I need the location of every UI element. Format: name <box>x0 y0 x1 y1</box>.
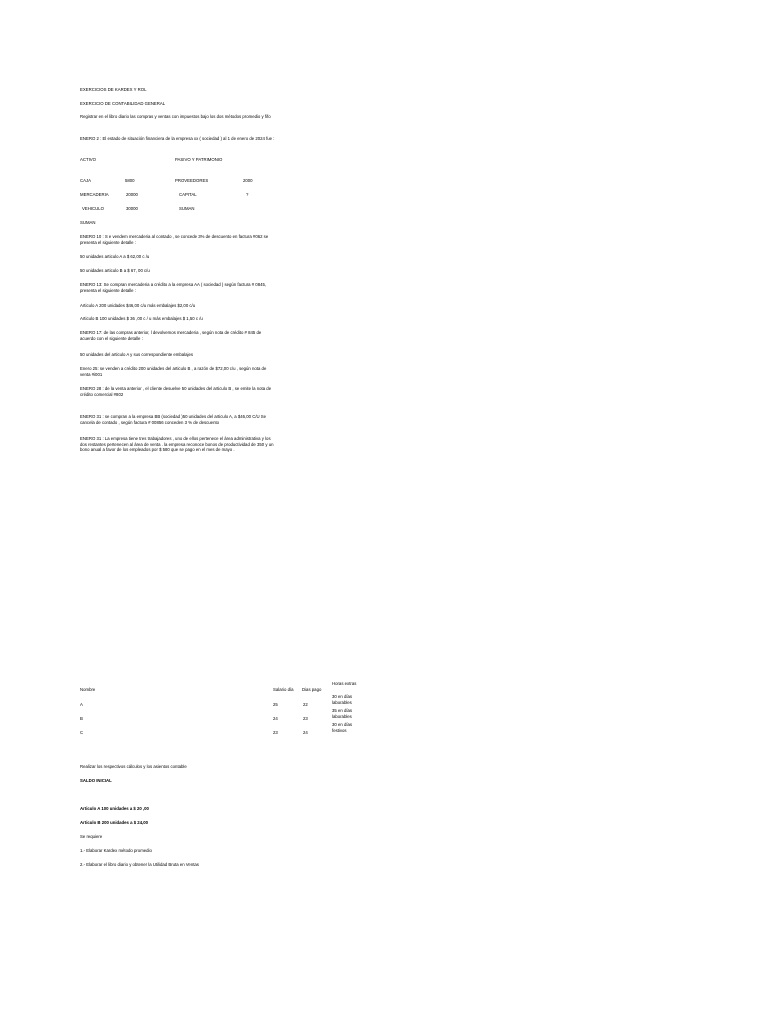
payroll-row-b-dias: 23 <box>303 716 308 721</box>
payroll-row-c-horas: 30 en días festivos <box>332 722 353 733</box>
payroll-row-b-horas: 35 en días laborables <box>332 708 353 719</box>
intro-paragraph: Registrar en el libro diario las compras y ventas con impuestos bajo los dos métodos promedio y fifo <box>80 114 271 119</box>
saldo-item-a: Articulo A 100 unidades a $ 20 ,00 <box>80 806 149 811</box>
activo-mercaderia-value: 20000 <box>126 192 138 197</box>
se-requiere-label: Se requiere <box>80 834 103 839</box>
requirement-2: 2.- Elaborar el libro diario y obtener la Utilidad Bruta en Ventas <box>80 862 199 867</box>
payroll-header-nombre: Nombre <box>80 687 96 692</box>
payroll-row-c-dias: 24 <box>303 730 308 735</box>
enero31-workers-paragraph: ENERO 31 : La empresa tiene tres trabajadores , uno de ellos pertenece el área administrativa y los dos restantes pertenecen al área de venta . la empresa reconoce bonos de productividad de 350 y un bono anual a favor de los empleados por $ 580 que se pago en el mes de mayo . <box>80 436 274 453</box>
payroll-header-horas: Horas extras <box>332 681 357 686</box>
enero31-purchase-paragraph: ENERO 31 : se compran a la empresa BB (sociedad )50 unidades del articulo A, a $46,00 C/U Se cancela de contado , según factura # 00856 conceden 3 % de descuento <box>80 414 267 425</box>
payroll-row-a-dias: 22 <box>303 702 308 707</box>
requirement-1: 1.- Elaborar Kardex método promedio <box>80 848 152 853</box>
payroll-row-c-salario: 23 <box>273 730 278 735</box>
realizar-instruction: Realizar los respectivos cálculos y los asientos contable <box>80 764 187 769</box>
enero10-item-a: 50 unidades articulo A a $ 62,00 c /u <box>80 254 150 259</box>
activo-suman: SUMAN <box>80 220 96 225</box>
payroll-row-b-nombre: B <box>80 716 83 721</box>
pasivo-capital-name: CAPITAL <box>179 192 197 197</box>
payroll-header-salario: Salario día <box>273 687 294 692</box>
enero17-paragraph: ENERO 17: de las compras anterior, l devolvemos mercaderia , según nota de crédito # 845 de acuerdo con el siguiente detalle : <box>80 330 262 341</box>
payroll-row-a-nombre: A <box>80 702 83 707</box>
activo-vehiculo-name: VEHICULO <box>82 206 104 211</box>
document-subtitle: EXERCICIO DE CONTABILIDAD GENERAL <box>80 101 166 106</box>
document-title: EXERCICIOS DE KARDEX Y ROL <box>80 87 147 92</box>
payroll-row-c-nombre: C <box>80 730 84 735</box>
activo-label: ACTIVO <box>80 157 96 162</box>
pasivo-proveedores-name: PROVEEDORES <box>175 178 209 183</box>
enero2-paragraph: ENERO 2 : El estado de situación financiera de la empresa xx ( sociedad ) al 1 de enero de 2024 fue : <box>80 136 275 141</box>
enero13-item-a: Articulo A 200 unidades $46,00 c/u más embalajes $2,00 c/u <box>80 303 196 308</box>
enero10-paragraph: ENERO 10 : S e vendem mercaderia al contado , se concede 3% de descuento en factura #062 se presenta el siguiente detalle : <box>80 234 269 245</box>
payroll-row-a-horas: 30 en días laborables <box>332 694 353 705</box>
payroll-row-b-salario: 24 <box>273 716 278 721</box>
activo-caja-value: 5800 <box>125 178 135 183</box>
payroll-header-dias: Dias pago <box>302 687 322 692</box>
enero25-paragraph: Enero 25: se venden a crédito 200 unidades del articulo B , a razón de $72,00 c/u , según nota de venta #i001 <box>80 366 267 377</box>
pasivo-capital-value: ? <box>246 192 249 197</box>
saldo-item-b: Articulo B 200 unidades a $ 24,00 <box>80 820 149 825</box>
enero13-paragraph: ENERO 13: Se compran mercaderia a crédito a la empresa AA ( sociedad ) según factura # 0845, presenta el siguiente detalle : <box>80 282 267 293</box>
enero13-item-b: Articulo B 100 unidades $ 36 ,00 c / u más embalajes $ 1,50 c /u <box>80 316 203 321</box>
activo-vehiculo-value: 30000 <box>126 206 138 211</box>
enero10-item-b: 50 unidades articulo B a $ 67, 00 c/u <box>80 268 150 273</box>
pasivo-proveedores-value: 2000 <box>243 178 253 183</box>
payroll-row-a-salario: 25 <box>273 702 278 707</box>
activo-mercaderia-name: MERCADERIA <box>80 192 109 197</box>
pasivo-suman-name: SUMAN <box>179 206 195 211</box>
enero17-item-a: 50 unidades del articulo A y sus correspondiente embalajes <box>80 352 193 357</box>
enero28-paragraph: ENERO 28 : de la venta anterior , el cliente desuelve 50 unidades del articulo B , se emite la nota de crédito comercial #802 <box>80 386 272 397</box>
activo-caja-name: CAJA <box>80 178 91 183</box>
pasivo-label: PASIVO Y PATRIMONIO <box>175 157 223 162</box>
saldo-inicial-heading: SALDO INICIAL <box>80 778 112 783</box>
